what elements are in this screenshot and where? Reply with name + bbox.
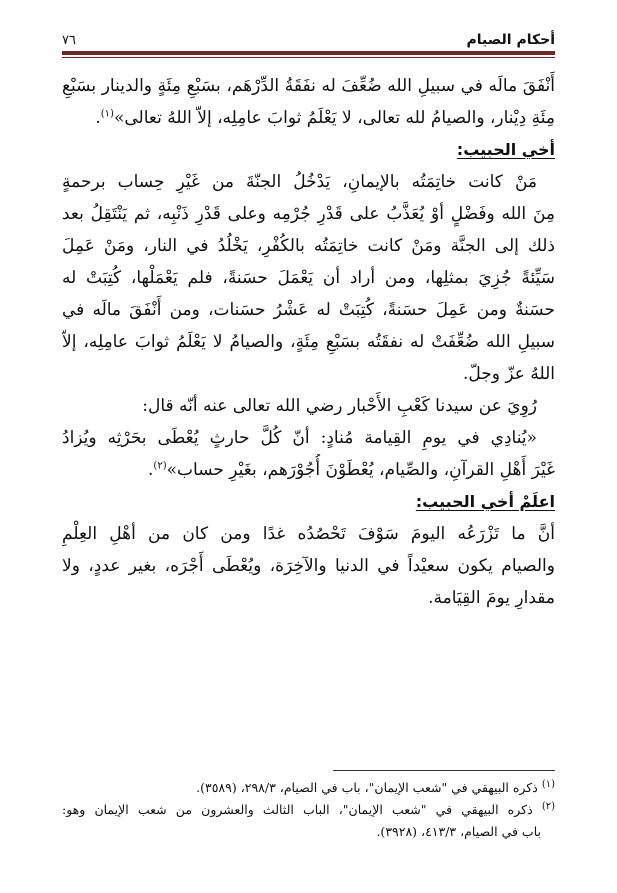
text-line: والصيام يكون سعيْداً في الدنيا والآخِرَة، ويُعْطَى أَجْرَه، بغير عددٍ، ولا bbox=[62, 556, 555, 576]
text-line: مَنْ كانت خاتِمَتُه بالإيمانِ، يَدْخُلُ الجنّةَ من غَيْرِ حِساب برحمةٍ bbox=[62, 172, 537, 192]
running-title: أحكام الصيام bbox=[466, 32, 555, 48]
header-rule-thick bbox=[62, 51, 555, 55]
text-line: سبيلِ الله ضُعِّفَتْ له نفقَتُه بسَبْعِ مِئَةٍ، والصيامُ لا يَعْلَمُ ثوابَ عامِلِه، إلاّ bbox=[62, 332, 555, 352]
text-fragment: مِئَةِ دِيْنار، والصيامُ لله تعالى، لا يَعْلَمُ ثوابَ عامِلِه، إلاّ اللهُ تعالى» bbox=[113, 108, 555, 128]
header-rule-thin bbox=[62, 57, 555, 58]
text-line: رُوِيَ عن سيدنا كَعْبِ الأَحْبار رضي الله تعالى عنه أنّه قال: bbox=[142, 396, 537, 416]
footnote-ref: (١) bbox=[100, 108, 114, 120]
footnote-2-continuation: باب في الصيام، ٤١٣/٣، (٣٩٢٨). bbox=[376, 824, 541, 839]
footnote-marker: (٢) bbox=[541, 800, 555, 812]
footnote-marker: (١) bbox=[541, 778, 555, 790]
text-fragment: . bbox=[148, 460, 154, 480]
text-line bbox=[62, 454, 555, 486]
text-line: مقدارِ يومَ القِيَامة. bbox=[428, 588, 555, 608]
text-fragment: . bbox=[95, 108, 101, 128]
text-line bbox=[62, 102, 555, 134]
section-heading: أخي الحبيب: bbox=[456, 140, 555, 159]
footnotes bbox=[62, 777, 555, 843]
text-line: ذلك إلى الجنَّة ومَنْ كانت خاتِمَتُه بالكُفْرِ، يَخْلُدُ في النار، ومَنْ عَمِلَ bbox=[62, 236, 555, 256]
page-number: ٧٦ bbox=[62, 33, 76, 48]
text-fragment: غَيْرَ أَهْلِ القرآنِ، والصِّيام، يُعْطَوْنَ أُجُوْرَهم، بغَيْرِ حساب» bbox=[166, 460, 555, 480]
footnote-1 bbox=[62, 777, 555, 799]
footnote-text: ذكره البيهقي في "شعب الإيمان"، باب في الصيام، ٢٩٨/٣، (٣٥٨٩). bbox=[196, 780, 538, 795]
text-line: اللهُ عزّ وجلّ. bbox=[463, 364, 555, 384]
text-line: سَيِّئةً جُزِيَ بمثلِها، ومن أراد أن يَعْمَلَ حسَنةً، فلم يَعْمَلْها، كُتِبَتْ له bbox=[62, 268, 555, 288]
text-line: حسَنةٌ ومن عَمِلَ حسَنةً، كُتِبَتْ له عَشْرُ حسَنات، ومن أَنْفَقَ مالَه في bbox=[62, 300, 555, 320]
text-line: أَنْفَقَ مالَه في سبيلِ الله ضُعِّفَ له نفَقَةُ الدِّرْهَم، بسَبْعِ مِئَةٍ والدينار بسَبْعِ bbox=[62, 76, 555, 96]
text-line: أنَّ ما تَزْرَعُه اليومَ سَوْفَ تَحْصُدُه غدًا ومن كان من أهْلِ العِلْمِ bbox=[62, 524, 555, 544]
section-heading: اعلَمْ أخي الحبيب: bbox=[415, 492, 555, 511]
footnote-2 bbox=[62, 799, 555, 821]
page-header bbox=[62, 26, 555, 48]
text-line: «يُنادِي في يومِ القِيامة مُنادٍ: أنّ كُلَّ حارثٍ يُعْطَى بحَرْثِه ويُزادُ bbox=[62, 428, 537, 448]
text-line: مِنَ الله وفَضْلٍ أوْ يُعَذَّبُ على قَدْرِ جُرْمِه وعلى قَدْرِ ذَنْبِه، ثم يَنْتَقِلُ بعد bbox=[62, 204, 555, 224]
footnote-separator bbox=[333, 770, 555, 771]
footnote-text: ذكره البيهقي في "شعب الإيمان"، الباب الثالث والعشرون من شعب الإيمان وهو: bbox=[62, 802, 533, 817]
body-text bbox=[62, 70, 555, 614]
footnote-ref: (٢) bbox=[153, 460, 167, 472]
